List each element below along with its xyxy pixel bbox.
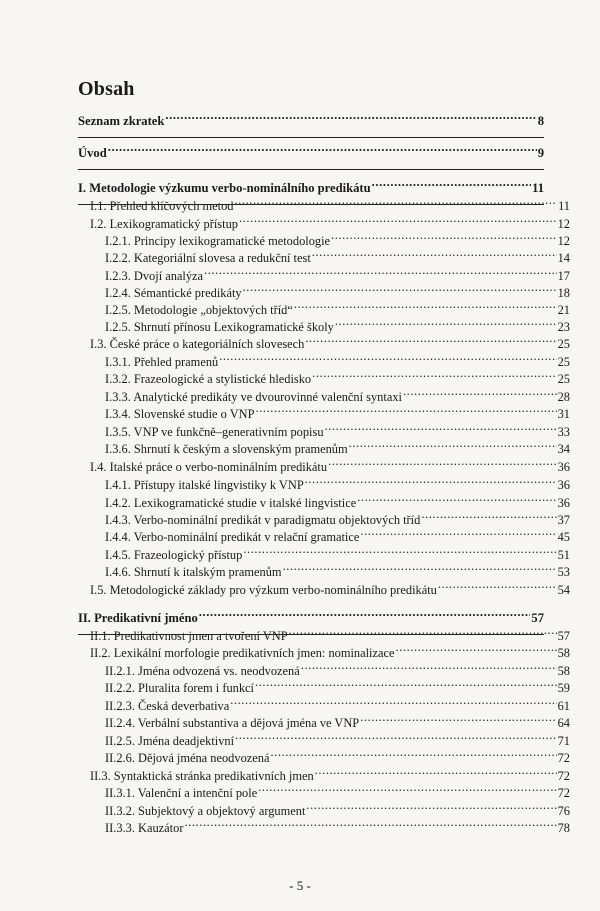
toc-leader-dots xyxy=(204,264,557,280)
toc-leader-dots xyxy=(230,694,556,710)
toc-entry xyxy=(105,560,570,580)
toc-entry-page: 11 xyxy=(558,199,570,213)
toc-leader-dots xyxy=(312,367,556,383)
toc-entry-label: I.4.2. Lexikogramatické studie v italské lingvistice xyxy=(105,496,357,510)
toc-leader-dots xyxy=(421,508,556,524)
toc-entry-page: 31 xyxy=(557,407,570,421)
toc-entry-label: I.4.3. Verbo-nominální predikát v paradigmatu objektových tříd xyxy=(105,513,421,527)
toc-entry-label: II.3. Syntaktická stránka predikativních jmen xyxy=(90,769,314,783)
toc-entry-page: 54 xyxy=(557,583,570,597)
toc-entry-label: I.2.5. Metodologie „objektových tříd“ xyxy=(105,303,293,317)
page-number: - 5 - xyxy=(289,878,311,893)
toc-entry-label: I.3. České práce o kategoriálních slovesech xyxy=(90,337,305,351)
toc-entry-page: 57 xyxy=(557,629,570,643)
toc-leader-dots xyxy=(331,229,557,245)
toc-entry-label: I. Metodologie výzkumu verbo-nominálního predikátu xyxy=(78,181,371,195)
toc-leader-dots xyxy=(283,560,557,576)
toc-entry xyxy=(78,176,544,196)
toc-leader-dots xyxy=(270,746,556,762)
toc-entry-label: I.3.1. Přehled pramenů xyxy=(105,355,219,369)
toc-leader-dots xyxy=(372,176,531,192)
toc-entry-page: 45 xyxy=(557,530,570,544)
toc-entry-page: 57 xyxy=(531,611,544,625)
toc-entry-label: II.2.1. Jména odvozená vs. neodvozená xyxy=(105,664,300,678)
toc-entry xyxy=(105,746,570,766)
toc-entry-page: 12 xyxy=(557,217,570,231)
toc-entry-page: 72 xyxy=(557,786,570,800)
toc-entry-label: I.4.5. Frazeologický přístup xyxy=(105,548,243,562)
toc-entry-page: 72 xyxy=(557,769,570,783)
toc-entry-page: 12 xyxy=(557,234,570,248)
toc-entry-page: 76 xyxy=(557,804,570,818)
toc-leader-dots xyxy=(328,455,557,471)
toc-leader-dots xyxy=(243,543,556,559)
toc-leader-dots xyxy=(349,437,557,453)
toc-entry-label: I.2.2. Kategoriální slovesa a redukční test xyxy=(105,251,311,265)
toc-leader-dots xyxy=(357,491,556,507)
toc-entry-page: 34 xyxy=(557,442,570,456)
toc-leader-dots xyxy=(305,473,557,489)
toc-leader-dots xyxy=(165,109,536,125)
toc-entry xyxy=(105,402,570,422)
toc-leader-dots xyxy=(335,315,557,331)
toc-leader-dots xyxy=(235,729,557,745)
toc-entry xyxy=(105,473,570,493)
toc-leader-dots xyxy=(289,624,557,640)
toc-entry xyxy=(105,367,570,387)
toc-entry-label: I.5. Metodologické základy pro výzkum verbo-nominálního predikátu xyxy=(90,583,437,597)
toc-entry-label: I.4.6. Shrnutí k italským pramenům xyxy=(105,565,282,579)
toc-entry xyxy=(90,641,570,661)
toc-entry-label: I.2.4. Sémantické predikáty xyxy=(105,286,242,300)
toc-entry xyxy=(105,781,570,801)
toc-entry-page: 53 xyxy=(557,565,570,579)
toc-entry-page: 64 xyxy=(557,716,570,730)
toc-entry-label: II.2. Lexikální morfologie predikativních jmen: nominalizace xyxy=(90,646,395,660)
toc-leader-dots xyxy=(108,141,537,157)
toc-entry-label: I.3.3. Analytické predikáty ve dvourovinné valenční syntaxi xyxy=(105,390,402,404)
toc-entry-page: 61 xyxy=(557,699,570,713)
toc-entry-label: II.2.6. Dějová jména neodvozená xyxy=(105,751,270,765)
toc-leader-dots xyxy=(219,350,556,366)
toc-entry-label: I.2.3. Dvojí analýza xyxy=(105,269,204,283)
toc-entry-page: 25 xyxy=(557,355,570,369)
toc-leader-dots xyxy=(184,816,556,832)
toc-leader-dots xyxy=(360,525,556,541)
toc-entry-page: 36 xyxy=(557,460,570,474)
toc-entry xyxy=(105,525,570,545)
toc-entry-label: II.3.2. Subjektový a objektový argument xyxy=(105,804,306,818)
toc-entry-page: 8 xyxy=(537,114,544,128)
toc-entry-page: 17 xyxy=(557,269,570,283)
toc-entry-page: 36 xyxy=(557,478,570,492)
toc-entry xyxy=(105,437,570,457)
toc-entry xyxy=(78,606,544,626)
toc-entry xyxy=(105,711,570,731)
toc-leader-dots xyxy=(305,332,556,348)
toc-leader-dots xyxy=(243,281,557,297)
toc-entry-label: II.3.1. Valenční a intenční pole xyxy=(105,786,258,800)
toc-entry-page: 21 xyxy=(557,303,570,317)
toc-entry xyxy=(105,676,570,696)
toc-entry-label: II. Predikativní jméno xyxy=(78,611,198,625)
toc-entry-page: 58 xyxy=(557,646,570,660)
toc-entry-label: Úvod xyxy=(78,146,107,160)
toc-entry-label: I.4. Italské práce o verbo-nominálním predikátu xyxy=(90,460,328,474)
toc-entry-page: 11 xyxy=(532,181,544,195)
toc-entry-page: 58 xyxy=(557,664,570,678)
toc-entry-label: I.2.5. Shrnutí přínosu Lexikogramatické školy xyxy=(105,320,334,334)
toc-entry-page: 51 xyxy=(557,548,570,562)
toc-entry-page: 23 xyxy=(557,320,570,334)
toc-entry-label: Seznam zkratek xyxy=(78,114,165,128)
section-rule xyxy=(78,169,544,170)
toc-leader-dots xyxy=(396,641,557,657)
toc-entry-label: I.1. Přehled klíčových metod xyxy=(90,199,234,213)
toc-entry-label: I.3.5. VNP ve funkčně–generativním popisu xyxy=(105,425,324,439)
toc-leader-dots xyxy=(199,606,531,622)
toc-leader-dots xyxy=(306,799,556,815)
toc-entry-page: 18 xyxy=(557,286,570,300)
toc-leader-dots xyxy=(315,764,557,780)
toc-entry-page: 71 xyxy=(557,734,570,748)
toc-entry-label: II.2.5. Jména deadjektivní xyxy=(105,734,235,748)
toc-entry-label: I.2.1. Principy lexikogramatické metodologie xyxy=(105,234,331,248)
toc-entry-label: II.1. Predikativnost jmen a tvoření VNP xyxy=(90,629,288,643)
toc-entry-page: 33 xyxy=(557,425,570,439)
toc-entry-label: I.2. Lexikogramatický přístup xyxy=(90,217,238,231)
toc-leader-dots xyxy=(258,781,556,797)
toc-entry-page: 14 xyxy=(557,251,570,265)
toc-leader-dots xyxy=(239,212,557,228)
toc-leader-dots xyxy=(301,659,557,675)
toc-leader-dots xyxy=(294,298,557,314)
toc-entry xyxy=(90,455,570,475)
toc-entry-label: II.2.3. Česká deverbativa xyxy=(105,699,230,713)
toc-entry-page: 59 xyxy=(557,681,570,695)
toc-entry-label: I.4.4. Verbo-nominální predikát v relační gramatice xyxy=(105,530,360,544)
toc-entry xyxy=(78,141,544,161)
section-rule xyxy=(78,137,544,138)
toc-entry-label: I.3.4. Slovenské studie o VNP xyxy=(105,407,255,421)
toc-entry-label: I.4.1. Přístupy italské lingvistiky k VNP xyxy=(105,478,304,492)
toc-entry-page: 36 xyxy=(557,496,570,510)
toc-entry-label: II.2.4. Verbální substantiva a dějová jména ve VNP xyxy=(105,716,360,730)
toc-leader-dots xyxy=(255,676,557,692)
toc-entry-label: II.2.2. Pluralita forem i funkcí xyxy=(105,681,254,695)
toc-entry xyxy=(90,332,570,352)
toc-leader-dots xyxy=(256,402,557,418)
toc-entry-page: 9 xyxy=(537,146,544,160)
toc-entry-label: I.3.2. Frazeologické a stylistické hledisko xyxy=(105,372,312,386)
toc-entry-label: II.3.3. Kauzátor xyxy=(105,821,184,835)
toc-leader-dots xyxy=(438,578,557,594)
toc-entry-label: I.3.6. Shrnutí k českým a slovenským pramenům xyxy=(105,442,348,456)
toc-entry-page: 78 xyxy=(557,821,570,835)
toc-leader-dots xyxy=(312,246,557,262)
toc-leader-dots xyxy=(235,194,558,210)
toc-entry xyxy=(90,578,570,598)
toc-entry-page: 28 xyxy=(557,390,570,404)
toc-leader-dots xyxy=(325,420,557,436)
page-title: Obsah xyxy=(78,78,135,100)
toc-entry-page: 25 xyxy=(557,372,570,386)
toc-entry xyxy=(105,816,570,836)
toc-entry xyxy=(78,109,544,129)
toc-entry-page: 37 xyxy=(557,513,570,527)
section-rule xyxy=(78,634,544,635)
toc-leader-dots xyxy=(360,711,556,727)
toc-entry-page: 72 xyxy=(557,751,570,765)
toc-entry xyxy=(105,246,570,266)
section-rule xyxy=(78,204,544,205)
toc-entry-page: 25 xyxy=(557,337,570,351)
toc-leader-dots xyxy=(403,385,557,401)
